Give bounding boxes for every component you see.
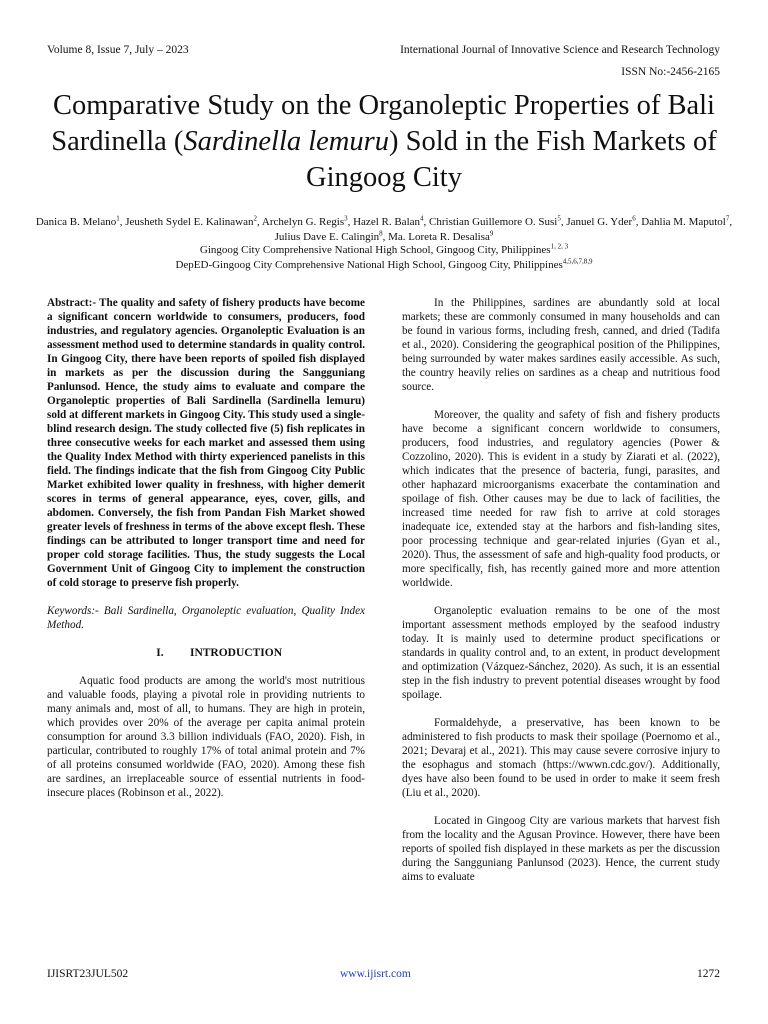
author: Hazel R. Balan$^4$,: [353, 214, 430, 228]
author: Januel G. Yder$^6$,: [566, 214, 642, 228]
author: Dahlia M. Maputol$^7$,: [641, 214, 733, 228]
paper-id: IJISRT23JUL502: [47, 968, 129, 980]
affiliation: DepED-Gingoog City Comprehensive National High School, Gingoog City, Philippines$^{4,5,6,7,8,9}$: [175, 257, 593, 271]
author: Archelyn G. Regis$^3$,: [261, 214, 354, 228]
paragraph: Located in Gingoog City are various markets that harvest fish from the locality and the Agusan Province. However, there have been reports of spoiled fish displayed in these markets as per the discussion during the Sangguniang Panlunsod (2023). Hence, the current study aims to evaluate: [402, 815, 720, 883]
page-number: 1272: [697, 968, 720, 980]
journal-issn: ISSN No:-2456-2165: [621, 66, 720, 78]
author: Christian Guillemore O. Susi$^5$,: [429, 214, 567, 228]
title-species: Sardinella lemuru: [183, 126, 389, 157]
title-part1: Comparative Study on the Organoleptic Properties of Bali Sardinella (: [51, 90, 715, 157]
section-heading: I. INTRODUCTION: [156, 647, 282, 659]
journal-volume: Volume 8, Issue 7, July – 2023: [47, 44, 189, 56]
left-column: [47, 296, 365, 814]
author: Danica B. Melano$^1$,: [35, 214, 126, 228]
paragraph: In the Philippines, sardines are abundantly sold at local markets; these are commonly consumed in many households and can be found in various forms, including fresh, canned, and dried (Tadifa et al., 2020). Considering the geographical position of the Philippines, being surrounded by water makes sardines easily accessible. As such, the country heavily relies on sardines as a cheap and nutritious food source.: [402, 297, 720, 393]
abstract: Abstract:- The quality and safety of fishery products have become a significant concern worldwide to consumers, producers, food industries, and regulatory agencies. Organoleptic Evaluation is an assessment method used to determine standards in quality control. In Gingoog City, there have been reports of spoiled fish displayed in markets as per the discussion during the Sangguniang Panlunsod. Hence, the study aims to evaluate and compare the Organoleptic properties of Bali Sardinella (Sardinella lemuru) sold at different markets in Gingoog City. This study used a single-blind research design. The study collected five (5) fish replicates in three consecutive weeks for each market and assessed them using the Quality Index Method with thirty experienced panelists in this field. The findings indicate that the fish from Gingoog City Public Market exhibited lower quality in freshness, with higher demerit scores in terms of general appearance, eyes, cover, gills, and abdomen. Conversely, the fish from Pandan Fish Market showed greater levels of freshness in terms of the above except flesh. These findings can be attributed to longer transport time and need for proper cold storage facilities. Thus, the study suggests the Local Government Unit of Gingoog City to implement the construction of cold storage to preserve fish properly.: [47, 297, 365, 589]
author: Julius Dave E. Calingin$^8$,: [274, 229, 389, 243]
keywords: Keywords:- Bali Sardinella, Organoleptic evaluation, Quality Index Method.: [47, 605, 365, 631]
paper-title: [30, 88, 738, 196]
paragraph: Organoleptic evaluation remains to be one of the most important assessment methods employed by the seafood industry today. It is mainly used to determine product specifications or standards in quality control and, to an extent, in product development and optimization (Vázquez-Sánchez, 2020). As such, it is an essential step in the fish industry to prevent potential diseases wrought by food spoilage.: [402, 605, 720, 701]
paragraph: Moreover, the quality and safety of fish and fishery products have become a significant concern worldwide to consumers, producers, food industries, and regulatory agencies (Power & Cozzolino, 2020). This is evident in a study by Ziarati et al. (2022), which indicates that the presence of bacteria, fungi, parasites, and other haphazard microorganisms exacerbate the contamination and spoilage of fish. Other causes may be due to lack of facilities, the increased time needed for raw fish to arrive at cold storages inadequate ice, extended stay at the harbors and fish-landing sites, poor processing technique and gear-related injuries (Gyan et al., 2020). Thus, the assessment of safe and high-quality food products, or more specifically, fish, has recently gained more and more attention worldwide.: [402, 409, 720, 589]
title-part2: ) Sold in the Fish Markets of Gingoog City: [306, 126, 717, 193]
journal-name: International Journal of Innovative Science and Research Technology: [400, 44, 720, 56]
journal-link[interactable]: www.ijisrt.com: [340, 968, 411, 980]
paragraph: Aquatic food products are among the world's most nutritious and valuable foods, playing a pivotal role in providing nutrients to many animals and, most of all, to humans. They are high in protein, which provides over 20% of the average per capita animal protein consumption for around 3.3 billion individuals (FAO, 2020). Fish, in particular, contributed to roughly 17% of total animal protein and 7% of all proteins consumed worldwide (FAO, 2020). Among these fish are sardines, an irreplaceable source of essential nutrients in food-insecure places (Robinson et al., 2022).: [47, 675, 365, 799]
author: Ma. Loreta R. Desalisa$^9$: [388, 229, 494, 243]
author: Jeusheth Sydel E. Kalinawan$^2$,: [125, 214, 262, 228]
author-list: [30, 215, 738, 245]
right-column: [402, 296, 720, 898]
affiliation: Gingoog City Comprehensive National High School, Gingoog City, Philippines$^{1, 2, 3}$: [199, 242, 569, 256]
paragraph: Formaldehyde, a preservative, has been known to be administered to fish products to mask their spoilage (Poernomo et al., 2021; Devaraj et al., 2021). This may cause severe corrosive injury to the esophagus and stomach (https://wwwn.cdc.gov/). Additionally, dyes have also been found to be used in order to make it seem fresh (Liu et al., 2020).: [402, 717, 720, 799]
